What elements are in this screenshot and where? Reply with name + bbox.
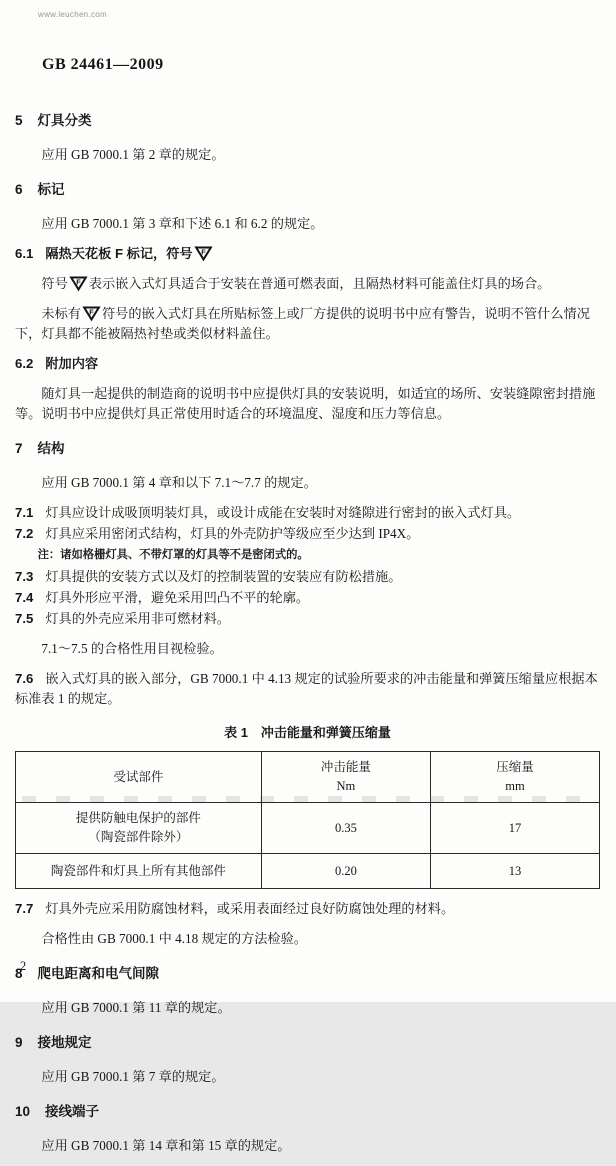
section-heading-10 — [15, 1102, 600, 1122]
header-label: 冲击能量 — [320, 760, 371, 774]
table-caption: 表 1 冲击能量和弹簧压缩量 — [224, 725, 391, 740]
section-title: 结构 — [37, 441, 65, 456]
svg-text:F: F — [76, 277, 81, 287]
clause-number: 7.4 — [15, 590, 34, 605]
section-heading-5 — [15, 111, 600, 131]
f-mark-icon — [195, 246, 212, 261]
table-header-row — [16, 752, 599, 803]
clause-number: 7.6 — [15, 671, 34, 686]
cell-part — [16, 854, 261, 888]
section-title: 接线端子 — [45, 1104, 100, 1119]
clause-7.2 — [15, 524, 600, 544]
clause-text: 灯具外壳应采用防腐蚀材料，或采用表面经过良好防腐蚀处理的材料。 — [45, 901, 455, 916]
paragraph: 应用 GB 7000.1 第 4 章和以下 7.1～7.7 的规定。 — [41, 475, 317, 490]
section-title: 附加内容 — [45, 356, 99, 371]
clause-7.1 — [15, 503, 600, 523]
table-header-impact — [261, 752, 430, 802]
paragraph: 应用 GB 7000.1 第 11 章的规定。 — [41, 1000, 231, 1015]
f-mark-icon — [70, 276, 87, 291]
paragraph: 合格性由 GB 7000.1 中 4.18 规定的方法检验。 — [41, 931, 307, 946]
section-number: 8 — [15, 966, 23, 981]
clause-7.6 — [15, 669, 600, 709]
f-mark-icon — [83, 306, 100, 321]
section-number: 5 — [15, 113, 23, 128]
paragraph: 应用 GB 7000.1 第 3 章和下述 6.1 和 6.2 的规定。 — [41, 216, 324, 231]
section-number: 6 — [15, 182, 23, 197]
section-number: 10 — [15, 1104, 31, 1119]
header-label: 受试部件 — [113, 769, 164, 784]
paragraph-text: 表示嵌入式灯具适合于安装在普通可燃表面，且隔热材料可能盖住灯具的场合。 — [88, 276, 551, 291]
section-title: 灯具分类 — [37, 113, 92, 128]
paragraph: 应用 GB 7000.1 第 2 章的规定。 — [41, 147, 225, 162]
paragraph: 应用 GB 7000.1 第 14 章和第 15 章的规定。 — [41, 1138, 291, 1153]
clause-text: 灯具提供的安装方式以及灯的控制装置的安装应有防松措施。 — [45, 569, 402, 584]
section-title: 隔热天花板 F 标记，符号 — [45, 246, 193, 261]
clause-7.4 — [15, 588, 600, 608]
table-row — [16, 803, 599, 853]
clause-7.3 — [15, 567, 600, 587]
section-heading-6 — [15, 180, 600, 200]
clause-number: 7.5 — [15, 611, 34, 626]
paragraph: 应用 GB 7000.1 第 7 章的规定。 — [41, 1069, 225, 1084]
cell-text: 提供防触电保护的部件 — [75, 811, 201, 825]
cell-impact: 0.35 — [261, 803, 430, 853]
clause-text: 嵌入式灯具的嵌入部分，GB 7000.1 中 4.13 规定的试验所要求的冲击能量和弹簧压缩量应根据本标准表 1 的规定。 — [15, 671, 598, 706]
cell-part — [16, 803, 261, 853]
section-heading-9 — [15, 1033, 600, 1053]
clause-number: 7.7 — [15, 901, 34, 916]
table-header-part — [16, 752, 261, 802]
paragraph — [15, 274, 600, 294]
section-title: 标记 — [37, 182, 65, 197]
clause-number: 7.3 — [15, 569, 34, 584]
clause-7.5 — [15, 609, 600, 629]
section-title: 接地规定 — [37, 1035, 92, 1050]
site-watermark: www.leuchen.com — [38, 10, 107, 19]
cell-text: （陶瓷部件除外） — [88, 830, 189, 844]
cell-text: 陶瓷部件和灯具上所有其他部件 — [50, 863, 226, 878]
svg-text:F: F — [200, 247, 206, 257]
paragraph-text: 符号 — [41, 276, 68, 291]
paragraph: 7.1～7.5 的合格性用目视检验。 — [41, 641, 223, 656]
cell-impact: 0.20 — [261, 854, 430, 888]
cell-compression: 17 — [430, 803, 599, 853]
clause-number: 7.1 — [15, 505, 34, 520]
table-header-compression — [430, 752, 599, 802]
clause-7.7 — [15, 899, 600, 919]
clause-text: 灯具外形应平滑，避免采用凹凸不平的轮廓。 — [45, 590, 310, 605]
clause-text: 灯具的外壳应采用非可燃材料。 — [45, 611, 230, 626]
section-heading-8 — [15, 964, 600, 984]
header-unit: Nm — [336, 779, 356, 793]
section-heading-7 — [15, 439, 600, 459]
header-label: 压缩量 — [496, 760, 534, 774]
paragraph-text: 未标有 — [41, 306, 81, 321]
section-number: 6.2 — [15, 356, 34, 371]
section-heading-6.2 — [15, 354, 600, 374]
paragraph — [15, 304, 600, 344]
note: 注：诸如格栅灯具、不带灯罩的灯具等不是密闭式的。 — [37, 549, 309, 561]
clause-text: 灯具应采用密闭式结构，灯具的外壳防护等级应至少达到 IP4X。 — [45, 526, 420, 541]
section-title: 爬电距离和电气间隙 — [37, 966, 160, 981]
section-number: 7 — [15, 441, 23, 456]
section-number: 6.1 — [15, 246, 34, 261]
paragraph: 随灯具一起提供的制造商的说明书中应提供灯具的安装说明，如适宜的场所、安装缝隙密封措施等。说明书中应提供灯具正常使用时适合的环境温度、湿度和压力等信息。 — [15, 386, 596, 421]
document-content — [15, 96, 600, 1166]
doc-number: GB 24461—2009 — [42, 56, 164, 73]
impact-energy-table — [15, 751, 600, 889]
clause-number: 7.2 — [15, 526, 34, 541]
section-number: 9 — [15, 1035, 23, 1050]
clause-text: 灯具应设计成吸顶明装灯具，或设计成能在安装时对缝隙进行密封的嵌入式灯具。 — [45, 505, 521, 520]
header-unit: mm — [505, 779, 525, 793]
section-heading-6.1 — [15, 244, 600, 264]
table-row — [16, 853, 599, 888]
cell-compression: 13 — [430, 854, 599, 888]
page-number: 2 — [20, 959, 27, 973]
svg-text:F: F — [89, 307, 94, 317]
paragraph-text: 符号的嵌入式灯具在所贴标签上或厂方提供的说明书中应有警告，说明不管什么情况下，灯具都不能被隔热衬垫或类似材料盖住。 — [15, 306, 590, 341]
